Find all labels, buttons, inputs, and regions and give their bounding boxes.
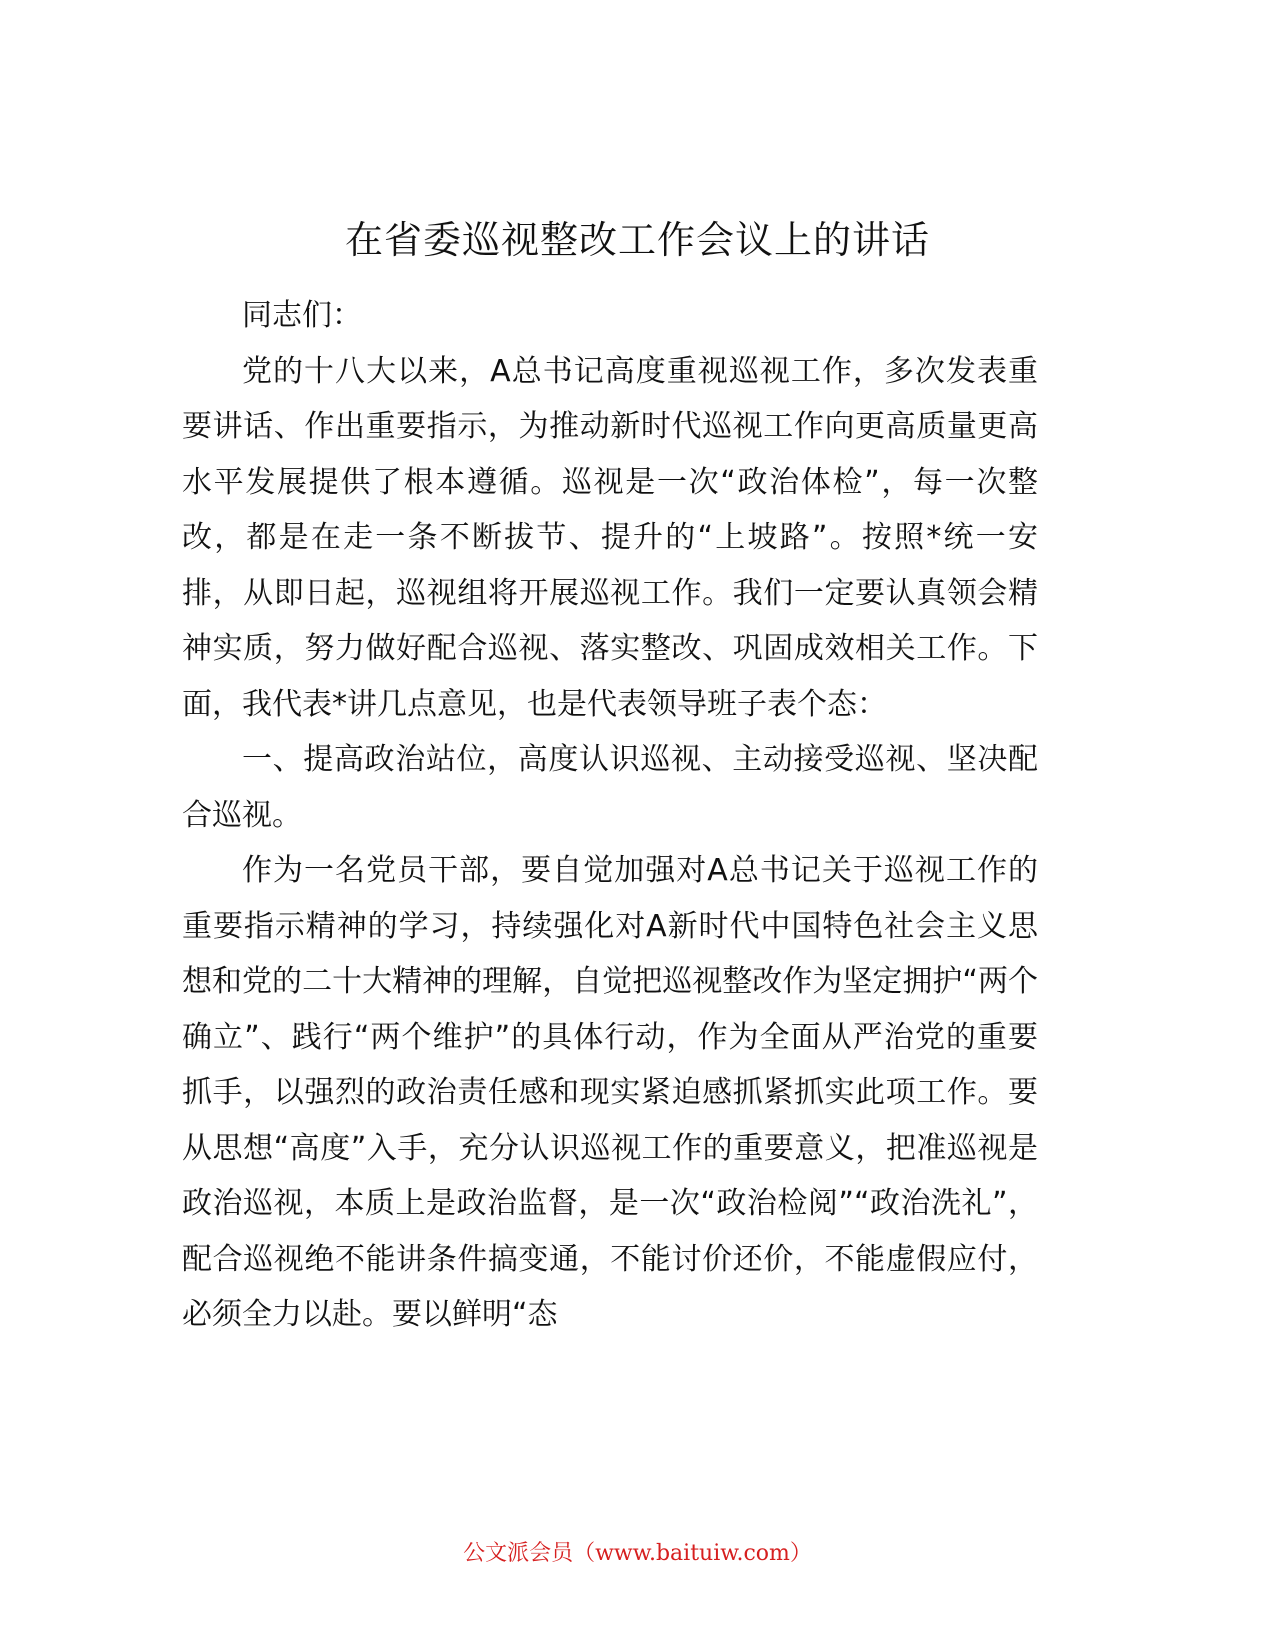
footer-watermark: 公文派会员（www.baituiw.com） — [463, 1541, 812, 1566]
body-paragraph: 党的十八大以来，A总书记高度重视巡视工作，多次发表重要讲话、作出重要指示，为推动新时代巡视工作向更高质量更高水平发展提供了根本遵循。巡视是一次“政治体检”，每一次整改，都是在走一条不断拔节、提升的“上坡路”。按照*统一安排，从即日起，巡视组将开展巡视工作。我们一定要认真领会精神实质，努力做好配合巡视、落实整改、巩固成效相关工作。下面，我代表*讲几点意见，也是代表领导班子表个态： — [182, 353, 1038, 722]
body-paragraph: 作为一名党员干部，要自觉加强对A总书记关于巡视工作的重要指示精神的学习，持续强化对A新时代中国特色社会主义思想和党的二十大精神的理解，自觉把巡视整改作为坚定拥护“两个确立”、践行“两个维护”的具体行动，作为全面从严治党的重要抓手，以强烈的政治责任感和现实紧迫感抓紧抓实此项工作。要从思想“高度”入手，充分认识巡视工作的重要意义，把准巡视是政治巡视，本质上是政治监督，是一次“政治检阅”“政治洗礼”，配合巡视绝不能讲条件搞变通，不能讨价还价，不能虚假应付，必须全力以赴。要以鲜明“态 — [182, 853, 1038, 1332]
document-title: 在省委巡视整改工作会议上的讲话 — [344, 218, 930, 262]
document-body — [182, 288, 1038, 1343]
salutation-paragraph: 同志们： — [242, 298, 362, 333]
section-heading-paragraph: 一、提高政治站位，高度认识巡视、主动接受巡视、坚决配合巡视。 — [182, 742, 1038, 833]
